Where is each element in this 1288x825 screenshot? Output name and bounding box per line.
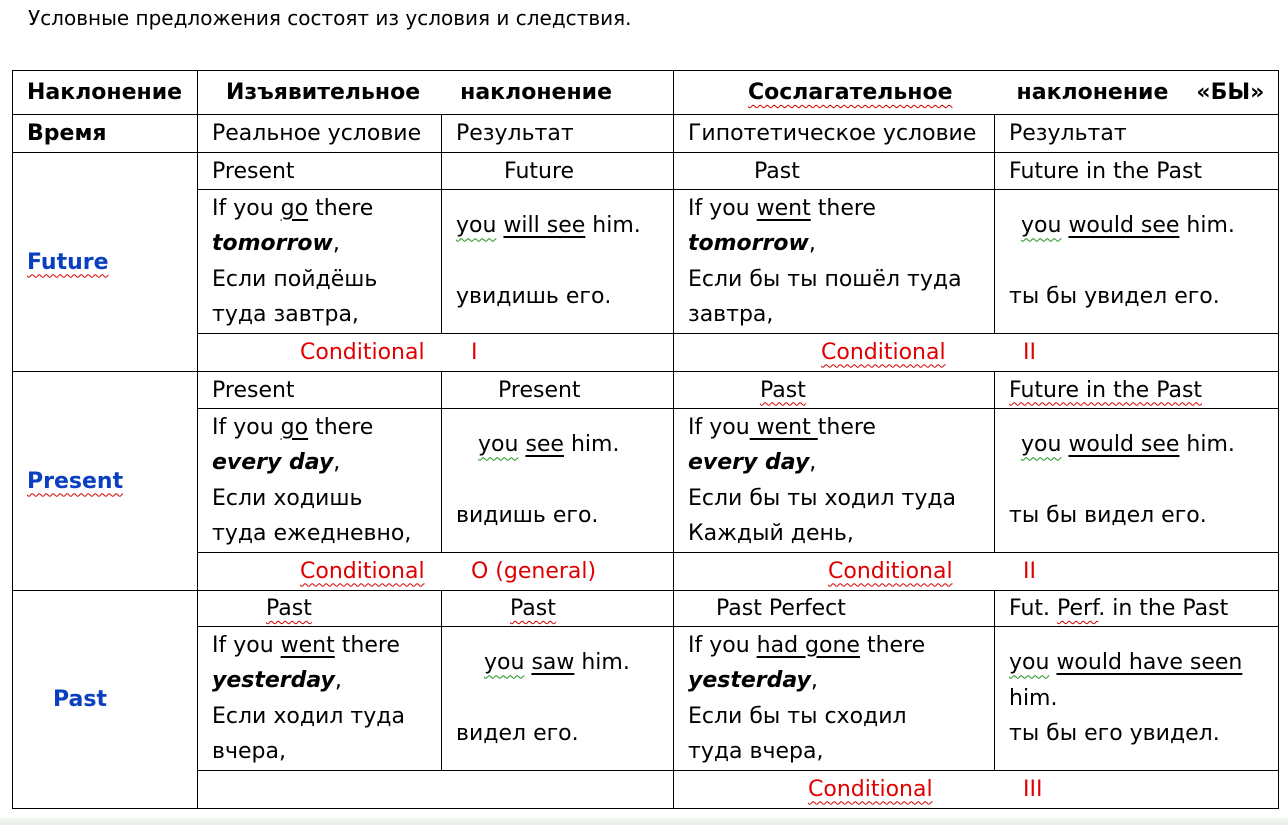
indicative-word-1: Изъявительное: [226, 80, 421, 105]
translation-line-1: Если бы ты ходил туда: [688, 485, 957, 511]
past-example-1: [198, 627, 442, 771]
translation-line-2: туда вчера,: [688, 739, 824, 764]
translation-line-2: завтра,: [688, 302, 774, 327]
conditional-label: Conditional: [808, 776, 933, 802]
translation-line-2: Каждый день,: [688, 521, 854, 546]
verb: would have seen: [1056, 650, 1243, 676]
text: him.: [585, 213, 641, 239]
text: ,: [332, 231, 340, 256]
translation-line-2: туда ежедневно,: [212, 521, 412, 546]
time-word: tomorrow: [212, 231, 333, 256]
present-example-3: [674, 409, 995, 553]
text: him.: [1179, 432, 1235, 458]
result-header-1: Результат: [442, 115, 674, 153]
verb: saw: [531, 650, 575, 676]
present-conditional-2: [674, 553, 1279, 591]
verb: will see: [503, 213, 586, 239]
past-example-row: [13, 627, 1279, 771]
subjunctive-word-2: наклонение: [1016, 80, 1169, 105]
translation-line-1: Если бы ты сходил: [688, 703, 907, 729]
past-example-4: [995, 627, 1279, 771]
present-conditional-row: [13, 553, 1279, 591]
future-example-row: [13, 190, 1279, 334]
subheader-row: [13, 115, 1279, 153]
text: If you: [688, 632, 757, 658]
pronoun: you: [456, 213, 497, 239]
past-conditional-row: [13, 771, 1279, 809]
pronoun: you: [1021, 432, 1062, 458]
text: there: [308, 195, 374, 221]
conditional-number: O (general): [471, 558, 597, 584]
conditionals-table: [12, 70, 1279, 809]
past-conditional-empty: [198, 771, 674, 809]
text: him.: [1009, 685, 1058, 711]
conditional-label: Conditional: [821, 339, 946, 365]
conditional-number: II: [1023, 339, 1036, 365]
translation-line: увидишь его.: [456, 284, 612, 310]
text: him.: [563, 432, 620, 458]
time-word: every day: [688, 450, 810, 475]
verb: would see: [1068, 432, 1180, 458]
subjunctive-word-1: Сослагательное: [748, 80, 953, 105]
subjunctive-header: [674, 71, 1279, 115]
text: there: [859, 632, 926, 658]
translation-line-2: вчера,: [212, 739, 286, 764]
time-word: tomorrow: [688, 231, 809, 256]
verb: go: [280, 195, 309, 221]
pronoun: you: [1009, 650, 1050, 676]
translation-line: ты бы увидел его.: [1009, 284, 1220, 310]
text: ,: [334, 668, 342, 693]
time-header: Время: [13, 115, 198, 153]
present-tense-1: Present: [198, 372, 442, 409]
header-row: [13, 71, 1279, 115]
future-example-3: [674, 190, 995, 334]
past-conditional-2: [674, 771, 1279, 809]
conditional-number: II: [1023, 558, 1036, 584]
text: If you: [212, 632, 281, 658]
text: Perf: [1057, 596, 1099, 621]
conditional-number: I: [471, 339, 478, 365]
text: Fut.: [1009, 596, 1058, 621]
present-example-row: [13, 409, 1279, 553]
verb: would see: [1068, 213, 1180, 239]
pronoun: you: [1021, 213, 1062, 239]
past-tense-1: [198, 591, 442, 627]
conditional-label: Conditional: [300, 558, 425, 584]
translation-line-1: Если бы ты пошёл туда: [688, 266, 962, 292]
text: If you: [688, 414, 750, 440]
indicative-header: [198, 71, 674, 115]
text: him.: [574, 650, 630, 676]
translation-line-2: туда завтра,: [212, 302, 359, 327]
verb: go: [280, 414, 309, 440]
future-conditional-row: [13, 334, 1279, 372]
past-tense-4: [995, 591, 1279, 627]
indicative-word-2: наклонение: [460, 80, 612, 105]
time-word: yesterday: [212, 668, 335, 693]
past-example-3: [674, 627, 995, 771]
future-example-1: [198, 190, 442, 334]
text: ,: [810, 668, 818, 693]
pronoun: you: [478, 432, 519, 458]
text: there: [810, 195, 876, 221]
present-conditional-1: [198, 553, 674, 591]
verb: had gone: [756, 632, 860, 658]
time-future: [13, 153, 198, 372]
future-tense-2: Future: [442, 153, 674, 190]
text: there: [817, 414, 876, 440]
future-example-4: [995, 190, 1279, 334]
future-conditional-1: [198, 334, 674, 372]
text: . in the Past: [1098, 596, 1229, 621]
mood-header: Наклонение: [13, 71, 198, 115]
result-header-2: Результат: [995, 115, 1279, 153]
text: him.: [1179, 213, 1235, 239]
past-tense-2: [442, 591, 674, 627]
future-example-2: [442, 190, 674, 334]
past-tense-row: [13, 591, 1279, 627]
translation-line-1: Если пойдёшь: [212, 266, 378, 292]
translation-line-1: Если ходишь: [212, 485, 363, 511]
tense-label: Past: [510, 596, 556, 621]
future-tense-3: Past: [674, 153, 995, 190]
past-example-2: [442, 627, 674, 771]
pronoun: you: [484, 650, 525, 676]
verb: went: [756, 195, 811, 221]
text: If you: [212, 195, 281, 221]
present-example-1: [198, 409, 442, 553]
present-example-4: [995, 409, 1279, 553]
tense-label: Past: [266, 596, 312, 621]
text: there: [308, 414, 374, 440]
time-present-label: Present: [27, 468, 124, 494]
time-future-label: Future: [27, 249, 109, 275]
verb: went: [749, 414, 818, 440]
text: If you: [688, 195, 757, 221]
verb: see: [525, 432, 564, 458]
text: there: [334, 632, 400, 658]
translation-line-1: Если ходил туда: [212, 703, 405, 729]
text: If you: [212, 414, 281, 440]
present-tense-4: Future in the Past: [995, 372, 1279, 409]
present-tense-row: [13, 372, 1279, 409]
verb: went: [280, 632, 335, 658]
translation-line: видел его.: [456, 721, 579, 747]
subjunctive-word-3: «БЫ»: [1196, 80, 1265, 105]
text: ,: [808, 231, 816, 256]
time-word: yesterday: [688, 668, 811, 693]
future-tense-1: Present: [198, 153, 442, 190]
present-tense-3: [674, 372, 995, 409]
translation-line: видишь его.: [456, 503, 599, 529]
real-condition-header: Реальное условие: [198, 115, 442, 153]
tense-label: Past: [760, 377, 806, 403]
future-conditional-2: [674, 334, 1279, 372]
conditional-number: III: [1023, 776, 1043, 802]
future-tense-4: Future in the Past: [995, 153, 1279, 190]
hypothetical-condition-header: Гипотетическое условие: [674, 115, 995, 153]
time-past: Past: [13, 591, 198, 809]
conditional-label: Conditional: [300, 339, 425, 365]
past-tense-3: Past Perfect: [674, 591, 995, 627]
text: ,: [809, 450, 817, 475]
time-word: every day: [212, 450, 334, 475]
time-present: [13, 372, 198, 591]
translation-line: ты бы его увидел.: [1009, 721, 1220, 747]
page-bottom-edge: [0, 818, 1288, 825]
translation-line: ты бы видел его.: [1009, 503, 1207, 529]
future-tense-row: [13, 153, 1279, 190]
intro-text: Условные предложения состоят из условия и следствия.: [28, 6, 632, 30]
present-example-2: [442, 409, 674, 553]
present-tense-2: Present: [442, 372, 674, 409]
conditional-label: Conditional: [828, 558, 953, 584]
text: ,: [333, 450, 341, 475]
